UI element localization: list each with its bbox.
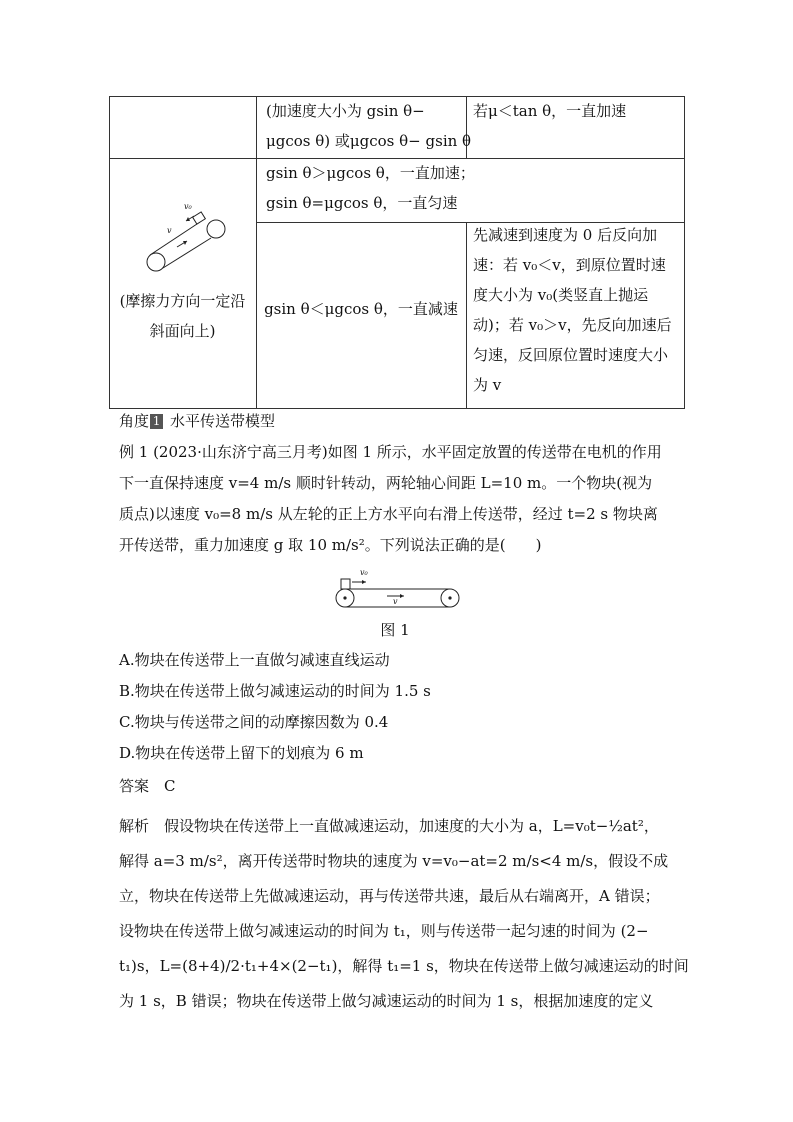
cell-line: 速：若 v₀＜v，到原位置时速 [473, 256, 666, 274]
solution-line: 解析 假设物块在传送带上一直做减速运动，加速度的大小为 a，L=v₀t−½at²， [119, 817, 659, 835]
table-border-right [684, 96, 685, 409]
section-heading [119, 411, 275, 431]
cell-line: 若μ＜tan θ，一直加速 [473, 102, 627, 120]
cell-line: gsin θ=μgcos θ，一直匀速 [266, 194, 458, 212]
table-cell-friction-note [109, 286, 256, 346]
solution-line: 解得 a=3 m/s²，离开传送带时物块的速度为 v=v₀−at=2 m/s<4 m/s，假设不成 [119, 852, 669, 870]
example-line: 下一直保持速度 v=4 m/s 顺时针转动，两轮轴心间距 L=10 m。一个物块(视为 [119, 474, 653, 492]
answer: 答案 C [119, 777, 176, 795]
solution-line: 设物块在传送带上做匀减速运动的时间为 t₁，则与传送带一起匀速的时间为 (2− [119, 922, 649, 940]
table-border-left [109, 96, 110, 409]
table-border-bottom [109, 408, 685, 409]
solution-line: 为 1 s，B 错误；物块在传送带上做匀减速运动的时间为 1 s，根据加速度的定义 [119, 992, 654, 1010]
incline-v-label: v [167, 226, 172, 235]
example-line: 开传送带，重力加速度 g 取 10 m/s²。下列说法正确的是( ) [119, 536, 542, 554]
solution-line: 立，物块在传送带上先做减速运动，再与传送带共速，最后从右端离开，A 错误； [119, 887, 660, 905]
example-problem [119, 437, 679, 561]
belt-v0-label: v₀ [360, 568, 368, 577]
section-number-badge: 1 [150, 414, 163, 429]
cell-line: 匀速，反回原位置时速度大小 [473, 346, 669, 364]
cell-line: gsin θ＜μgcos θ，一直减速 [264, 300, 458, 318]
table-divider-col2-bottom [466, 222, 467, 409]
cell-line: 先减速到速度为 0 后反向加 [473, 226, 658, 244]
solution [119, 809, 689, 1019]
incline-v0-label: v₀ [184, 202, 192, 211]
table-cell-condition [473, 96, 626, 126]
table-cell-accelerate-uniform [266, 158, 475, 218]
option-a: A.物块在传送带上一直做匀减速直线运动 [119, 651, 390, 669]
example-line: 例 1 (2023·山东济宁高三月考)如图 1 所示，水平固定放置的传送带在电机的作用 [119, 443, 662, 461]
table-divider-col1 [256, 96, 257, 409]
option-d: D.物块在传送带上留下的划痕为 6 m [119, 744, 364, 762]
cell-line: 为 v [473, 376, 502, 394]
incline-belt-figure [137, 202, 229, 286]
horizontal-belt-figure [330, 568, 465, 610]
cell-line: μgcos θ) 或μgcos θ− gsin θ [266, 132, 472, 150]
section-prefix: 角度 [119, 412, 150, 430]
cell-line: gsin θ＞μgcos θ，一直加速； [266, 164, 475, 182]
example-line: 质点)以速度 v₀=8 m/s 从左轮的正上方水平向右滑上传送带，经过 t=2 s 物块离 [119, 505, 658, 523]
cell-line: (摩擦力方向一定沿 [119, 292, 246, 310]
table-cell-decelerate [256, 294, 466, 324]
table-cell-acceleration [266, 96, 471, 156]
solution-line: t₁)s，L=(8+4)/2·t₁+4×(2−t₁)，解得 t₁=1 s，物块在传送带上做匀减速运动的时间 [119, 957, 689, 975]
cell-line: 斜面向上) [149, 322, 216, 340]
figure-caption: 图 1 [380, 621, 410, 639]
cell-line: (加速度大小为 gsin θ− [266, 102, 425, 120]
cell-line: 动)；若 v₀＞v，先反向加速后 [473, 316, 672, 334]
table-cell-decelerate-detail [473, 220, 672, 400]
belt-v-label: v [393, 597, 398, 606]
option-b: B.物块在传送带上做匀减速运动的时间为 1.5 s [119, 682, 431, 700]
cell-line: 度大小为 v₀(类竖直上抛运 [473, 286, 649, 304]
comparison-table [109, 96, 685, 409]
section-title: 水平传送带模型 [170, 412, 276, 430]
option-c: C.物块与传送带之间的动摩擦因数为 0.4 [119, 713, 389, 731]
